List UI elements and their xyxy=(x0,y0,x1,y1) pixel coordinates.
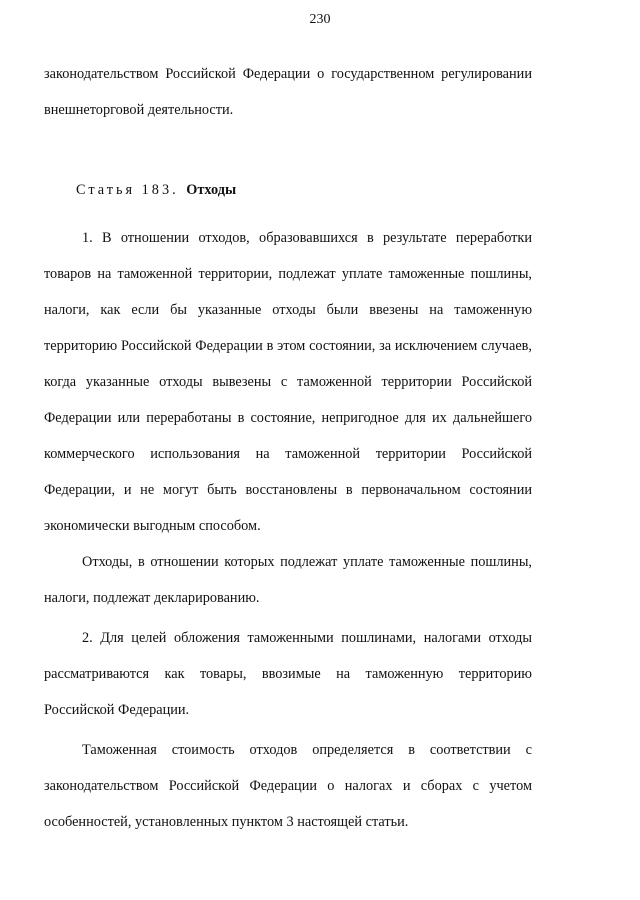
article-title: Отходы xyxy=(186,182,237,198)
intro-paragraph: законодательством Российской Федерации о государственном регулировании внешнеторговой деятельности. xyxy=(44,66,532,118)
paragraph-2: Отходы, в отношении которых подлежат уплате таможенные пошлины, налоги, подлежат декларированию. xyxy=(44,554,532,606)
article-heading xyxy=(44,172,532,208)
document-body xyxy=(44,56,532,840)
article-label: Статья 183. xyxy=(76,182,179,198)
paragraph-1: 1. В отношении отходов, образовавшихся в результате переработки товаров на таможенной территории, подлежат уплате таможенные пошлины, налоги, как если бы указанные отходы были ввезены на таможенную территорию Российской Федерации в этом состоянии, за исключением случаев, когда указанные отходы вывезены с таможенной территории Российской Федерации или переработаны в состояние, непригодное для их дальнейшего коммерческого использования на таможенной территории Российской Федерации, и не могут быть восстановлены в первоначальном состоянии экономически выгодным способом. xyxy=(44,230,532,534)
page-number: 230 xyxy=(309,12,331,27)
paragraph-4: Таможенная стоимость отходов определяется в соответствии с законодательством Российской Федерации о налогах и сборах с учетом особенностей, установленных пунктом 3 настоящей статьи. xyxy=(44,742,532,830)
paragraph-3: 2. Для целей обложения таможенными пошлинами, налогами отходы рассматриваются как товары, ввозимые на таможенную территорию Российской Федерации. xyxy=(44,630,532,718)
